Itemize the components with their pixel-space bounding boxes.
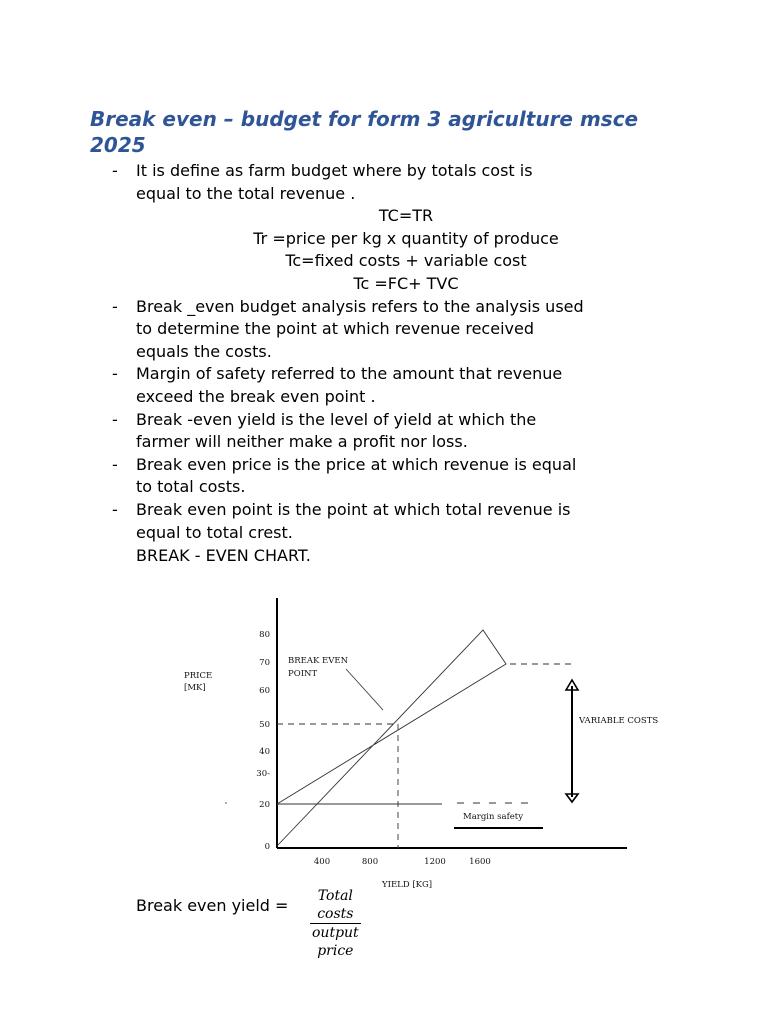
y-tick-label: 0 xyxy=(264,842,270,852)
y-tick-label: 60 xyxy=(259,686,270,696)
bullet-line: Break even point is the point at which total revenue is xyxy=(136,500,571,519)
bullet-line: Break _even budget analysis refers to the analysis used xyxy=(136,296,584,316)
formula-line: TC=TR xyxy=(378,206,434,226)
chart-heading: BREAK - EVEN CHART. xyxy=(136,546,311,565)
x-tick-label: 400 xyxy=(313,857,331,867)
y-axis-label-part: [MK] xyxy=(184,683,206,693)
break-even-pointer xyxy=(346,669,383,710)
bullet-item xyxy=(112,454,682,499)
bullet-line: Break -even yield is the level of yield at which the xyxy=(136,409,537,429)
y-axis-label-part: PRICE xyxy=(184,671,213,681)
formula-line: Tc=fixed costs + variable cost xyxy=(285,251,527,271)
bullet-marker: - xyxy=(112,454,118,474)
y-tick-label: 80 xyxy=(259,630,270,640)
x-axis-label: YIELD [KG] xyxy=(382,880,433,890)
bullet-line: equals the costs. xyxy=(136,341,272,361)
page-title: Break even – budget for form 3 agriculture msce 2025 xyxy=(90,107,639,157)
bullet-item xyxy=(112,409,682,454)
bullet-marker: - xyxy=(112,161,118,180)
bullet-item xyxy=(112,363,682,408)
formula-denominator: output price xyxy=(312,925,359,959)
y-tick-label: 30- xyxy=(256,769,270,779)
y-axis-label xyxy=(184,671,212,693)
formula-line: Tc =FC+ TVC xyxy=(353,274,459,293)
x-tick-label: 1200 xyxy=(424,857,446,867)
bullet-marker: - xyxy=(112,500,118,519)
bullet-marker: - xyxy=(112,364,118,384)
bullet-line: exceed the break even point . xyxy=(136,386,376,406)
break-even-label: BREAK EVEN xyxy=(288,656,349,666)
bullet-line: Break even price is the price at which revenue is equal xyxy=(136,454,577,474)
x-tick-label: 1600 xyxy=(469,857,491,867)
bullet-line: to determine the point at which revenue received xyxy=(136,319,534,339)
bullet-marker: - xyxy=(112,409,118,429)
bullet-marker: - xyxy=(112,296,118,316)
stray-dot xyxy=(225,802,226,803)
x-tick-label: 800 xyxy=(361,857,379,867)
y-tick-label: 20 xyxy=(259,800,270,810)
bullet-line: farmer will neither make a profit nor loss. xyxy=(136,432,468,452)
formula-fraction xyxy=(310,887,361,960)
bullet-item xyxy=(112,160,682,205)
formula-line: Tr =price per kg x quantity of produce xyxy=(253,228,559,248)
break-even-chart xyxy=(170,590,670,890)
bullet-line: equal to the total revenue . xyxy=(136,183,356,203)
formula-label: Break even yield = xyxy=(136,896,289,915)
break-even-label: POINT xyxy=(288,669,318,679)
bullet-line: Margin of safety referred to the amount that revenue xyxy=(136,364,563,384)
bullet-item xyxy=(112,296,682,364)
y-tick-label: 70 xyxy=(259,658,270,668)
bullet-line: equal to total crest. xyxy=(136,522,293,542)
bullet-line: to total costs. xyxy=(136,477,246,497)
formula-numerator: Total costs xyxy=(317,888,354,922)
margin-safety-label: Margin safety xyxy=(463,812,523,822)
bullet-line: It is define as farm budget where by totals cost is xyxy=(136,161,533,180)
y-tick-label: 40 xyxy=(259,747,270,757)
variable-costs-label: VARIABLE COSTS xyxy=(579,716,659,726)
y-tick-label: 50 xyxy=(259,720,270,730)
bullet-item xyxy=(112,499,682,544)
